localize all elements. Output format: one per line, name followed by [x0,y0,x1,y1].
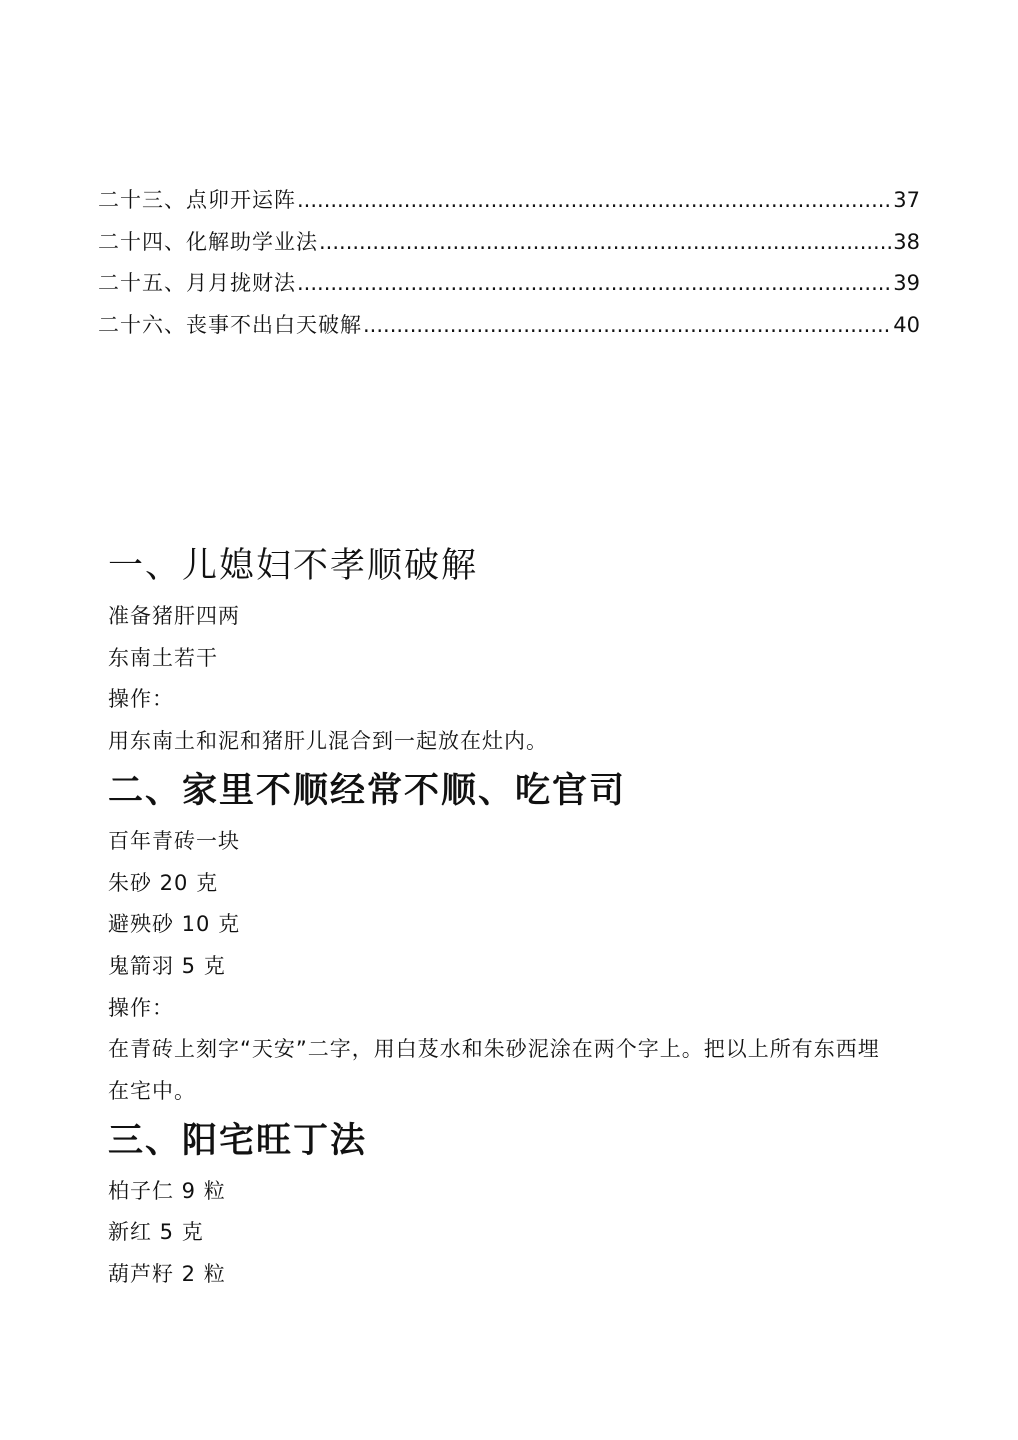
document-body [108,538,948,1296]
body-line: 在青砖上刻字“天安”二字，用白芨水和朱砂泥涂在两个字上。把以上所有东西埋 [108,1037,880,1062]
toc-entry[interactable] [98,184,920,226]
body-line: 朱砂 20 克 [108,870,219,895]
toc-dot-leader [319,230,892,254]
toc-entry[interactable] [98,267,920,309]
section-heading: 三、阳宅旺丁法 [108,1120,368,1161]
body-line: 新红 5 克 [108,1220,204,1245]
body-line: 东南土若干 [108,645,218,670]
table-of-contents [98,184,920,351]
body-line: 避殃砂 10 克 [108,912,241,937]
toc-entry-page: 37 [893,188,920,212]
body-line: 百年青砖一块 [108,828,240,853]
toc-entry-title: 二十三、点卯开运阵 [98,188,296,212]
toc-dot-leader [297,188,892,212]
body-line: 准备猪肝四两 [108,604,240,628]
body-line: 用东南土和泥和猪肝儿混合到一起放在灶内。 [108,729,548,754]
section-heading: 一、儿媳妇不孝顺破解 [108,546,479,586]
body-line: 柏子仁 9 粒 [108,1178,226,1203]
body-line: 操作： [108,995,174,1020]
toc-entry-page: 40 [893,313,920,338]
body-line: 在宅中。 [108,1079,196,1104]
toc-entry-page: 39 [893,271,920,296]
toc-entry-title: 二十五、月月拢财法 [98,271,296,296]
toc-dot-leader [363,313,892,337]
body-line: 鬼箭羽 5 克 [108,953,226,978]
section-heading: 二、家里不顺经常不顺、吃官司 [108,770,627,811]
toc-dot-leader [297,271,892,295]
body-line: 葫芦籽 2 粒 [108,1262,226,1287]
toc-entry[interactable] [98,226,920,268]
body-line: 操作： [108,687,174,712]
toc-entry-title: 二十六、丧事不出白天破解 [98,313,362,338]
toc-entry-title: 二十四、化解助学业法 [98,229,318,254]
toc-entry-page: 38 [893,229,920,254]
toc-entry[interactable] [98,309,920,351]
